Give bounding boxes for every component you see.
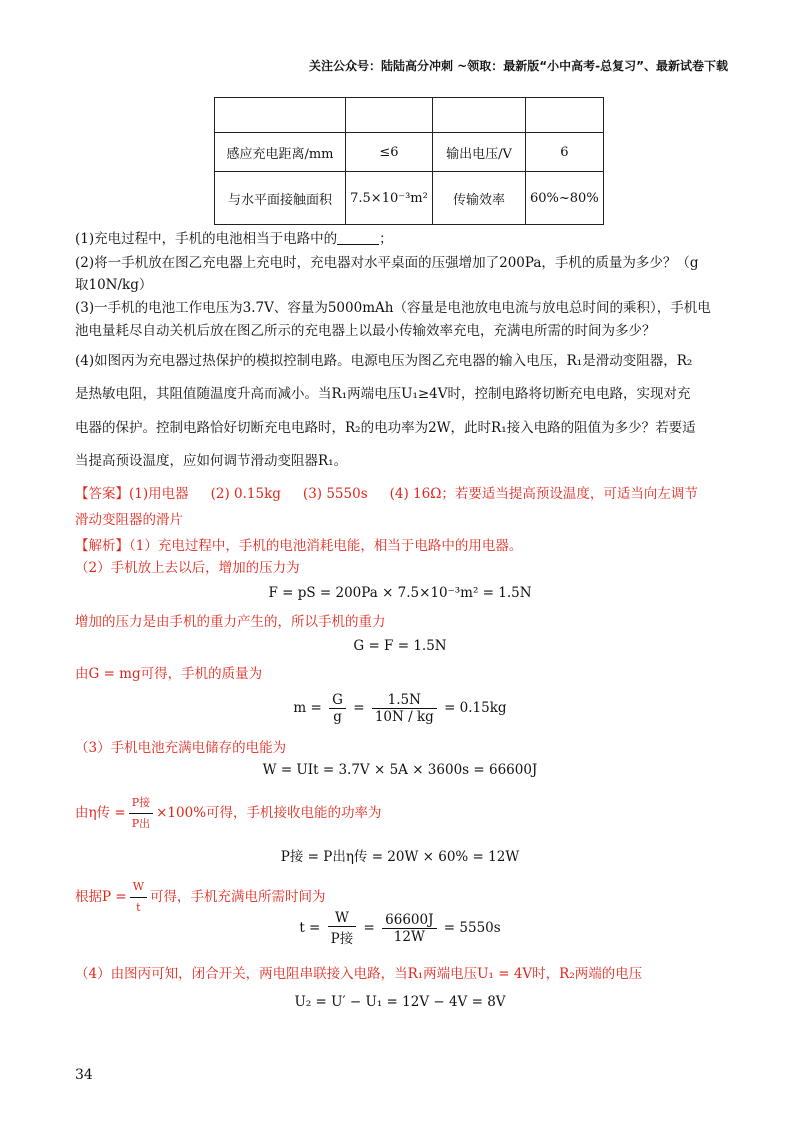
equation-7: U₂ = U′ − U₁ = 12V − 4V = 8V — [294, 994, 506, 1010]
answer-label: 【答案】 — [75, 486, 129, 502]
table-row — [215, 133, 604, 172]
table-cell: ≤6 — [346, 133, 433, 172]
page-number: 34 — [75, 1067, 93, 1083]
table-cell — [526, 98, 604, 133]
table-cell: 感应充电距离/mm — [215, 133, 346, 172]
spec-table — [214, 97, 604, 225]
question-4-line-2: 是热敏电阻，其阻值随温度升高而减小。当R₁两端电压U₁≥4V时，控制电路将切断充电电路，实现对充 — [75, 386, 691, 402]
equation-2: G = F = 1.5N — [353, 638, 447, 654]
analysis-p6: 由η传 = $\frac{\text{P接}}{\text{P出}}$ ×100%可得，手机接收电能的功率为 — [75, 793, 735, 834]
table-cell: 与水平面接触面积 — [215, 172, 346, 225]
question-4-line-1: (4)如图丙为充电器过热保护的模拟控制电路。电源电压为图乙充电器的输入电压，R₁是滑动变阻器，R₂ — [75, 353, 693, 369]
fraction: $\frac{66600J}{12W}$ — [382, 912, 436, 945]
analysis-p7: 根据P = $\frac{W}{t}$ 可得，手机充满电所需时间为 — [75, 877, 735, 918]
question-1: (1)充电过程中，手机的电池相当于电路中的 ； — [75, 231, 393, 247]
answer-blank — [337, 230, 379, 245]
analysis-line: 【解析】（1）充电过程中，手机的电池消耗电能，相当于电路中的用电器。 — [75, 538, 523, 554]
fraction: $\frac{G}{g}$ — [329, 692, 346, 725]
analysis-p4: 由G = mg可得，手机的质量为 — [75, 666, 263, 682]
equation-4: W = UIt = 3.7V × 5A × 3600s = 66600J — [262, 762, 538, 778]
table-cell — [215, 98, 346, 133]
table-cell: 输出电压/V — [433, 133, 526, 172]
fraction: $\frac{1.5N}{10N / kg}$ — [372, 692, 437, 725]
question-3-line-2: 池电量耗尽自动关机后放在图乙所示的充电器上以最小传输效率充电，充满电所需的时间为多少？ — [75, 323, 656, 339]
analysis-label: 【解析】 — [75, 538, 129, 554]
table-cell: 6 — [526, 133, 604, 172]
equation-5: P接 = P出η传 = 20W × 60% = 12W — [280, 849, 520, 865]
question-2-line-2: 取10N/kg） — [75, 277, 153, 293]
table-cell: 7.5×10⁻³m² — [346, 172, 433, 225]
question-4-line-3: 电器的保护。控制电路恰好切断充电电路时，R₂的电功率为2W，此时R₁接入电路的阻值为多少？若要适 — [75, 420, 696, 436]
page-header: 关注公众号：陆陆高分冲刺 ~领取：最新版“小中高考-总复习”、最新试卷下载 — [309, 59, 728, 73]
table-cell — [433, 98, 526, 133]
fraction: $\frac{\text{P接}}{\text{P出}}$ — [129, 793, 153, 834]
question-4-line-4: 当提高预设温度，应如何调节滑动变阻器R₁。 — [75, 453, 348, 469]
fraction: $\frac{W}{t}$ — [130, 877, 147, 918]
table-cell: 传输效率 — [433, 172, 526, 225]
analysis-p2: （2）手机放上去以后，增加的压力为 — [75, 560, 300, 576]
equation-6: t = $\frac{W}{\text{P接}}$ = $\frac{66600J}{12W}$ = 5550s — [299, 910, 501, 947]
equation-3: m = $\frac{G}{g}$ = $\frac{1.5N}{10N / kg}$ = 0.15kg — [293, 692, 507, 725]
analysis-p8: （4）由图丙可知，闭合开关，两电阻串联接入电路，当R₁两端电压U₁ = 4V时，R₂两端的电压 — [75, 966, 643, 982]
table-row — [215, 98, 604, 133]
table-cell: 60%~80% — [526, 172, 604, 225]
analysis-p5: （3）手机电池充满电储存的电能为 — [75, 740, 287, 756]
answer-line-2: 滑动变阻器的滑片 — [75, 512, 183, 528]
question-3-line-1: (3)一手机的电池工作电压为3.7V、容量为5000mAh（容量是电池放电电流与放电总时间的乘积），手机电 — [75, 300, 711, 316]
analysis-p3: 增加的压力是由手机的重力产生的，所以手机的重力 — [75, 614, 386, 630]
equation-1: F = pS = 200Pa × 7.5×10⁻³m² = 1.5N — [268, 585, 532, 601]
table-cell — [346, 98, 433, 133]
table-row — [215, 172, 604, 225]
question-2-line-1: (2)将一手机放在图乙充电器上充电时，充电器对水平桌面的压强增加了200Pa，手机的质量为多少？（g — [75, 255, 699, 271]
answer-line: 【答案】(1)用电器 (2) 0.15kg (3) 5550s (4) 16Ω；若要适当提高预设温度，可适当向左调节 — [75, 486, 698, 502]
fraction: $\frac{W}{\text{P接}}$ — [328, 910, 357, 947]
